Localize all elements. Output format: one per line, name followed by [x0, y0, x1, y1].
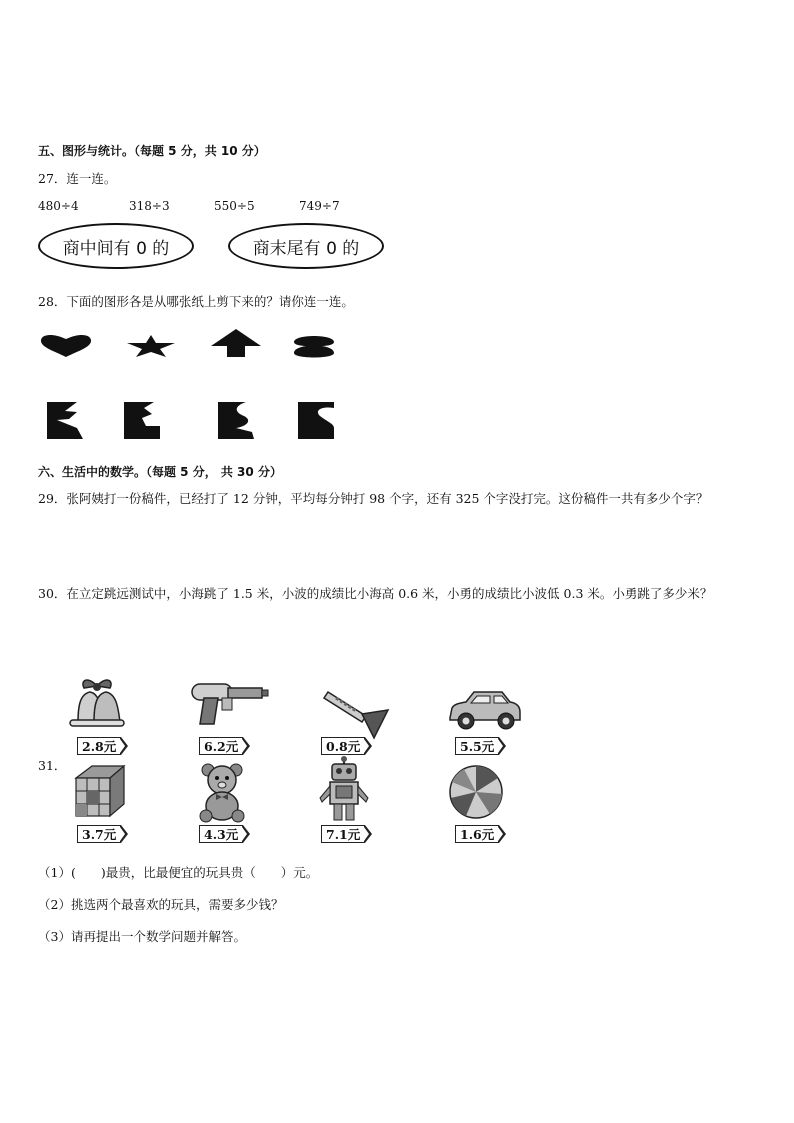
price-water-gun: 6.2元 — [199, 737, 243, 755]
oval-middle-zero-label: 商中间有 0 的 — [62, 238, 170, 259]
price-tag-robot — [321, 824, 372, 844]
q28-label: 28．下面的图形各是从哪张纸上剪下来的？请你连一连。 — [38, 294, 354, 309]
robot-icon — [316, 756, 372, 824]
paper-piece-2-icon[interactable] — [124, 402, 162, 439]
expression-2[interactable]: 318÷3 — [129, 199, 170, 213]
price-rubiks-cube: 3.7元 — [77, 825, 121, 843]
price-robot: 7.1元 — [321, 825, 365, 843]
arrow-shape-icon[interactable] — [209, 328, 263, 358]
price-tag-bells — [77, 736, 128, 756]
price-tag-car — [455, 736, 506, 756]
oval-end-zero-label: 商末尾有 0 的 — [252, 238, 360, 259]
heart-shape-icon[interactable] — [40, 334, 92, 358]
q29-text: 29．张阿姨打一份稿件，已经打了 12 分钟，平均每分钟打 98 个字，还有 325 个字没打完。这份稿件一共有多少个字？ — [38, 491, 709, 506]
expression-3[interactable]: 550÷5 — [214, 199, 255, 213]
expression-4[interactable]: 749÷7 — [299, 199, 340, 213]
price-trumpet: 0.8元 — [321, 737, 365, 755]
q31-sub1: （1）( )最贵，比最便宜的玩具贵（ ）元。 — [38, 865, 319, 880]
price-teddy-bear: 4.3元 — [199, 825, 243, 843]
section5-heading: 五、图形与统计。（每题 5 分，共 10 分） — [38, 144, 266, 158]
teddy-bear-icon — [198, 762, 246, 822]
trumpet-icon — [322, 684, 394, 740]
rubiks-cube-icon — [72, 764, 128, 820]
section6-heading: 六、生活中的数学。（每题 5 分， 共 30 分） — [38, 465, 282, 479]
price-bells: 2.8元 — [77, 737, 121, 755]
q30-text: 30．在立定跳远测试中，小海跳了 1.5 米，小波的成绩比小海高 0.6 米，小勇的成绩比小波低 0.3 米。小勇跳了多少米？ — [38, 586, 713, 601]
price-tag-trumpet — [321, 736, 372, 756]
bells-icon — [66, 676, 128, 728]
price-tag-rubiks-cube — [77, 824, 128, 844]
price-tag-water-gun — [199, 736, 250, 756]
oval-end-zero[interactable] — [228, 223, 384, 269]
car-icon — [446, 688, 524, 732]
ball-icon — [448, 764, 504, 820]
paper-piece-3-icon[interactable] — [218, 402, 256, 439]
q31-sub3: （3）请再提出一个数学问题并解答。 — [38, 929, 246, 944]
star-shape-icon[interactable] — [126, 334, 176, 358]
paper-piece-4-icon[interactable] — [298, 402, 336, 439]
expression-1[interactable]: 480÷4 — [38, 199, 79, 213]
q31-sub2: （2）挑选两个最喜欢的玩具，需要多少钱？ — [38, 897, 284, 912]
price-ball: 1.6元 — [455, 825, 499, 843]
price-tag-teddy-bear — [199, 824, 250, 844]
q27-label: 27．连一连。 — [38, 171, 117, 186]
price-car: 5.5元 — [455, 737, 499, 755]
oval-middle-zero[interactable] — [38, 223, 194, 269]
mushroom-shape-icon[interactable] — [292, 333, 336, 359]
paper-piece-1-icon[interactable] — [47, 402, 85, 439]
q31-label: 31． — [38, 758, 67, 773]
price-tag-ball — [455, 824, 506, 844]
water-gun-icon — [188, 680, 270, 726]
